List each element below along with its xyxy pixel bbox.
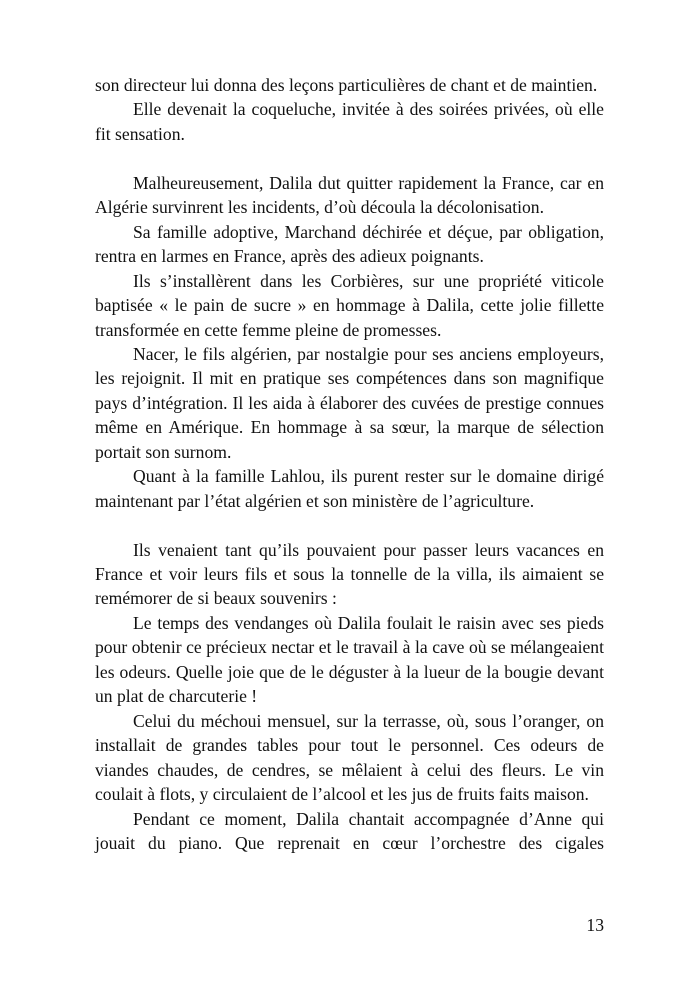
paragraph-3: Malheureusement, Dalila dut quitter rapidement la France, car en Algérie survinrent les incidents, d’où découla la décolonisation. — [95, 172, 604, 218]
page-body — [95, 73, 604, 855]
paragraph-2: Elle devenait la coqueluche, invitée à des soirées privées, où elle fit sensation. — [95, 99, 604, 144]
paragraph-7: Quant à la famille Lahlou, ils purent rester sur le domaine dirigé maintenant par l’état algérien et son ministère de l’agriculture. — [95, 466, 604, 511]
paragraph-1: son directeur lui donna des leçons particulières de chant et de maintien. — [95, 75, 598, 95]
paragraph-4: Sa famille adoptive, Marchand déchirée et déçue, par obligation, rentra en larmes en France, après des adieux poignants. — [95, 221, 604, 267]
paragraph-9: Le temps des vendanges où Dalila foulait le raisin avec ses pieds pour obtenir ce précieux nectar et le travail à la cave où se mélangeaient les odeurs. Quelle joie que de le déguster à la lueur de la bougie devant un plat de charcuterie ! — [95, 612, 604, 707]
paragraph-5: Ils s’installèrent dans les Corbières, sur une propriété viticole baptisée « le pain de sucre » en hommage à Dalila, cette jolie fillette transformée en cette femme pleine de promesses. — [95, 270, 604, 340]
section-break — [95, 146, 604, 170]
paragraph-11: Pendant ce moment, Dalila chantait accompagnée d’Anne qui jouait du piano. Que reprenait en cœur l’orchestre des cigales — [95, 808, 604, 854]
page-number: 13 — [586, 915, 604, 935]
section-break — [95, 513, 604, 537]
paragraph-6: Nacer, le fils algérien, par nostalgie pour ses anciens employeurs, les rejoignit. Il mit en pratique ses compétences dans son magnifique pays d’intégration. Il les aida à élaborer des cuvées de prestige connues même en Amérique. En hommage à sa sœur, la marque de sélection portait son surnom. — [95, 343, 604, 462]
paragraph-10: Celui du méchoui mensuel, sur la terrasse, où, sous l’oranger, on installait de grandes tables pour tout le personnel. Ces odeurs de viandes chaudes, de cendres, se mêlaient à celui des fleurs. Le vin coulait à flots, y circulaient de l’alcool et les jus de fruits faits maison. — [95, 710, 604, 805]
paragraph-8: Ils venaient tant qu’ils pouvaient pour passer leurs vacances en France et voir leurs fils et sous la tonnelle de la villa, ils aimaient se remémorer de si beaux souvenirs : — [95, 539, 604, 609]
